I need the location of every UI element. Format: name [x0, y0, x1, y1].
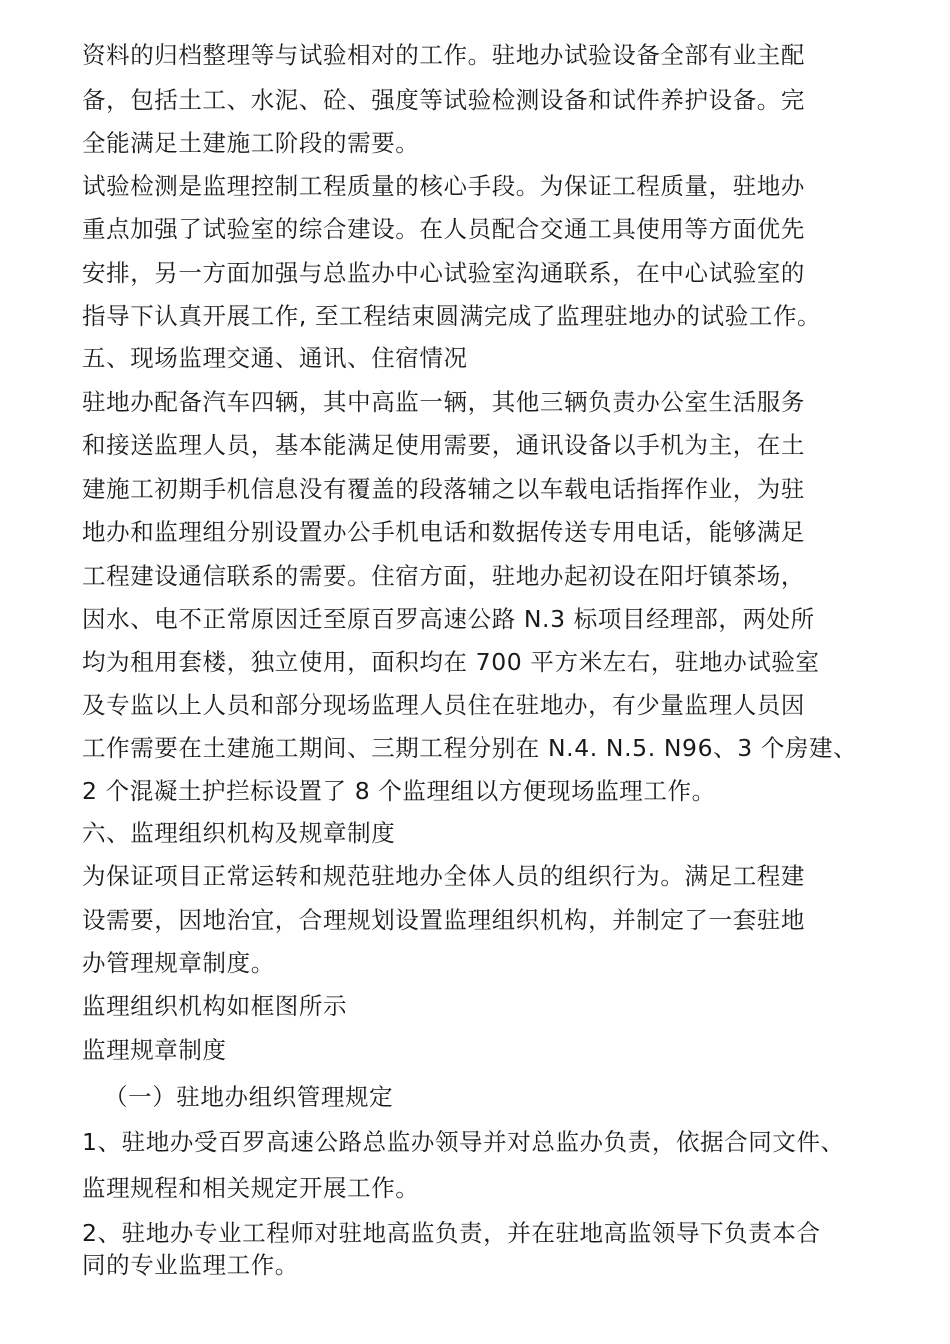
paragraph-line: 均为租用套楼，独立使用，面积均在 700 平方米左右，驻地办试验室	[82, 648, 820, 676]
paragraph-line: 全能满足土建施工阶段的需要。	[82, 129, 420, 157]
paragraph-line: 1、驻地办受百罗高速公路总监办领导并对总监办负责，依据合同文件、	[82, 1128, 845, 1156]
paragraph-line: 工程建设通信联系的需要。住宿方面，驻地办起初设在阳圩镇茶场，	[82, 562, 805, 590]
paragraph-line: 指导下认真开展工作, 至工程结束圆满完成了监理驻地办的试验工作。	[82, 302, 822, 330]
paragraph-line: 设需要，因地治宜，合理规划设置监理组织机构，并制定了一套驻地	[82, 906, 805, 934]
subsection-heading: （一）驻地办组织管理规定	[104, 1083, 394, 1111]
paragraph-line: 重点加强了试验室的综合建设。在人员配合交通工具使用等方面优先	[82, 215, 805, 243]
paragraph-line: 监理规程和相关规定开展工作。	[82, 1174, 420, 1202]
paragraph-line: 试验检测是监理控制工程质量的核心手段。为保证工程质量，驻地办	[82, 172, 805, 200]
section-heading: 五、现场监理交通、通讯、住宿情况	[82, 344, 468, 372]
paragraph-line: 监理组织机构如框图所示	[82, 992, 348, 1020]
paragraph-line: 为保证项目正常运转和规范驻地办全体人员的组织行为。满足工程建	[82, 862, 805, 890]
paragraph-line: 备，包括土工、水泥、砼、强度等试验检测设备和试件养护设备。完	[82, 86, 805, 114]
paragraph-line: 及专监以上人员和部分现场监理人员住在驻地办，有少量监理人员因	[82, 691, 805, 719]
paragraph-line: 建施工初期手机信息没有覆盖的段落辅之以车载电话指挥作业，为驻	[82, 475, 805, 503]
paragraph-line: 2 个混凝土护拦标设置了 8 个监理组以方便现场监理工作。	[82, 777, 716, 805]
paragraph-line: 同的专业监理工作。	[82, 1251, 299, 1279]
section-heading: 六、监理组织机构及规章制度	[82, 819, 396, 847]
paragraph-line: 地办和监理组分别设置办公手机电话和数据传送专用电话，能够满足	[82, 518, 805, 546]
paragraph-line: 驻地办配备汽车四辆，其中高监一辆，其他三辆负责办公室生活服务	[82, 388, 805, 416]
paragraph-line: 因水、电不正常原因迁至原百罗高速公路 N.3 标项目经理部，两处所	[82, 605, 815, 633]
paragraph-line: 监理规章制度	[82, 1036, 227, 1064]
paragraph-line: 工作需要在土建施工期间、三期工程分别在 N.4. N.5. N96、3 个房建、	[82, 734, 858, 762]
paragraph-line: 安排，另一方面加强与总监办中心试验室沟通联系，在中心试验室的	[82, 259, 805, 287]
paragraph-line: 资料的归档整理等与试验相对的工作。驻地办试验设备全部有业主配	[82, 41, 805, 69]
paragraph-line: 2、驻地办专业工程师对驻地高监负责，并在驻地高监领导下负责本合	[82, 1219, 821, 1247]
paragraph-line: 办管理规章制度。	[82, 949, 275, 977]
paragraph-line: 和接送监理人员，基本能满足使用需要，通讯设备以手机为主，在土	[82, 431, 805, 459]
